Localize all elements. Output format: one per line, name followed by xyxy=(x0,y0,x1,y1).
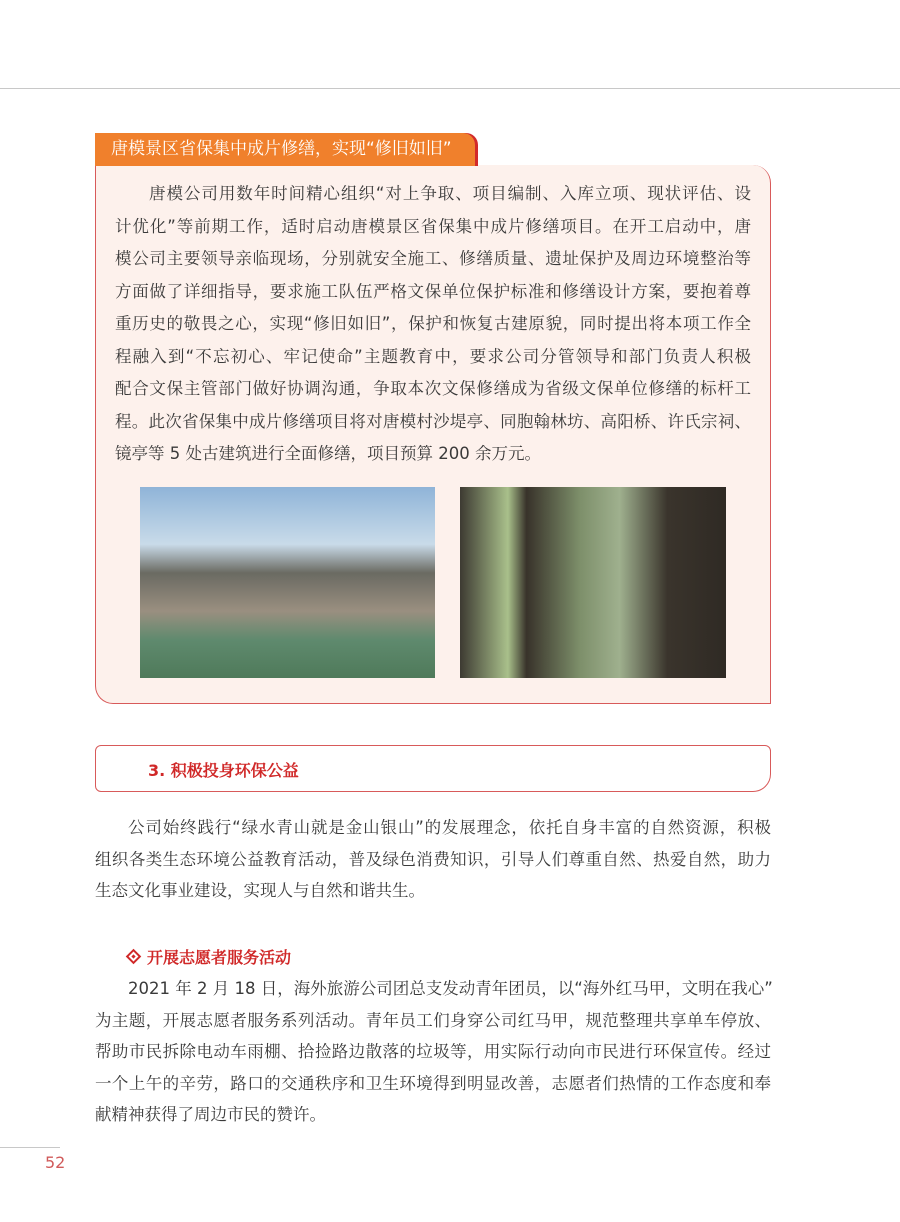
text-line: 为主题，开展志愿者服务系列活动。青年员工们身穿公司红马甲，规范整理共享单车停放、 xyxy=(95,1010,771,1030)
text-line: 2021 年 2 月 18 日，海外旅游公司团总支发动青年团员，以“海外红马甲，文明在我心” xyxy=(128,979,773,998)
subheading-text: 开展志愿者服务活动 xyxy=(147,948,292,967)
box-paragraph xyxy=(115,178,751,471)
section-paragraph xyxy=(95,812,771,907)
text-line: 方面做了详细指导，要求施工队伍严格文保单位保护标准和修缮设计方案，要抱着尊 xyxy=(115,281,751,301)
text-line: 一个上午的辛劳，路口的交通秩序和卫生环境得到明显改善，志愿者们热情的工作态度和奉 xyxy=(95,1073,771,1093)
text-line: 配合文保主管部门做好协调沟通，争取本次文保修缮成为省级文保单位修缮的标杆工 xyxy=(115,379,751,398)
text-line: 献精神获得了周边市民的赞许。 xyxy=(95,1105,326,1124)
text-line: 公司始终践行“绿水青山就是金山银山”的发展理念，依托自身丰富的自然资源，积极 xyxy=(128,818,771,837)
text-line: 重历史的敬畏之心，实现“修旧如旧”，保护和恢复古建原貌，同时提出将本项工作全 xyxy=(115,314,751,333)
text-line: 组织各类生态环境公益教育活动，普及绿色消费知识，引导人们尊重自然、热爱自然，助力 xyxy=(95,849,771,869)
text-line: 模公司主要领导亲临现场，分别就安全施工、修缮质量、遗址保护及周边环境整治等 xyxy=(115,249,751,268)
village-photo xyxy=(140,487,435,678)
sub-paragraph xyxy=(95,973,771,1131)
box-title: 唐模景区省保集中成片修缮，实现“修旧如旧” xyxy=(95,133,475,166)
site-inspection-photo xyxy=(460,487,726,678)
subheading xyxy=(128,945,291,968)
text-line: 程融入到“不忘初心、牢记使命”主题教育中，要求公司分管领导和部门负责人积极 xyxy=(115,346,751,366)
text-line: 镜亭等 5 处古建筑进行全面修缮，项目预算 200 余万元。 xyxy=(115,444,541,463)
text-line: 帮助市民拆除电动车雨棚、拾捡路边散落的垃圾等，用实际行动向市民进行环保宣传。经过 xyxy=(95,1042,771,1061)
text-line: 程。此次省保集中成片修缮项目将对唐模村沙堤亭、同胞翰林坊、高阳桥、许氏宗祠、 xyxy=(115,411,751,431)
section-header xyxy=(95,745,771,792)
text-line: 生态文化事业建设，实现人与自然和谐共生。 xyxy=(95,881,425,900)
footer-rule xyxy=(0,1147,60,1148)
text-line: 唐模公司用数年时间精心组织“对上争取、项目编制、入库立项、现状评估、设 xyxy=(149,184,751,203)
text-line: 计优化”等前期工作，适时启动唐模景区省保集中成片修缮项目。在开工启动中，唐 xyxy=(115,216,751,236)
header-rule xyxy=(0,88,900,89)
page-number: 52 xyxy=(45,1153,66,1172)
diamond-bullet-icon xyxy=(126,949,142,965)
section-title: 3. 积极投身环保公益 xyxy=(148,761,299,780)
